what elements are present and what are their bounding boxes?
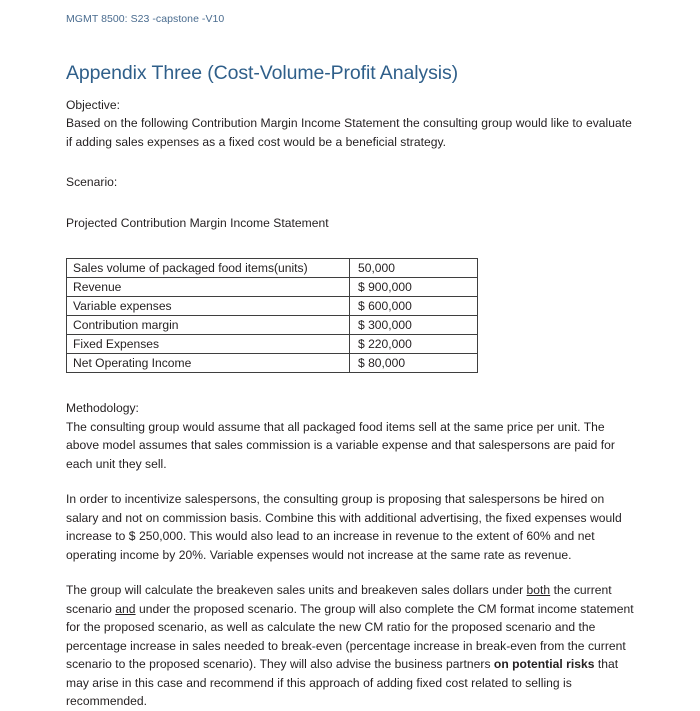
methodology-text: The consulting group would assume that all packaged food items sell at the same price per unit. The above model assumes that sales commission is a variable expense and that salespersons are paid for each unit they sell. (66, 419, 615, 471)
spacer (66, 373, 638, 399)
tasks-text-part-2: the current scenario (66, 583, 612, 616)
spacer (66, 151, 638, 173)
table-row (67, 316, 478, 335)
tasks-text-part-1: The group will calculate the breakeven sales units and breakeven sales dollars under (66, 583, 527, 598)
table-row (67, 297, 478, 316)
page-title: Appendix Three (Cost-Volume-Profit Analysis) (66, 61, 459, 84)
objective-label: Objective: (66, 97, 121, 112)
methodology-label: Methodology: (66, 401, 139, 416)
tasks-text-part-3: under the proposed scenario. The group will also complete the CM format income statement for the proposed scenario, as well as calculate the new CM ratio for the proposed scenario and the percentage increase in sales needed to break-even (percentage increase in break-even from the current scenario to the proposed scenario). They will also advise the business partners (66, 601, 634, 672)
table-cell-label: Variable expenses (67, 297, 350, 316)
table-cell-value: $ 80,000 (350, 354, 478, 373)
tasks-text-part-4: that may arise in this case and recommend if this approach of adding fixed cost related to selling is recommended. (66, 657, 619, 709)
tasks-underline-both: both (526, 583, 551, 598)
spacer (66, 564, 638, 581)
tasks-bold-on-potential-risks: on potential risks (493, 657, 595, 672)
document-header-line: MGMT 8500: S23 -capstone -V10 (66, 13, 225, 25)
scenario-label: Scenario: (66, 175, 118, 190)
table-row (67, 259, 478, 278)
spacer (66, 473, 638, 490)
table-cell-value: $ 300,000 (350, 316, 478, 335)
table-row (67, 354, 478, 373)
table-cell-value: 50,000 (350, 259, 478, 278)
proposal-paragraph: In order to incentivize salespersons, the consulting group is proposing that salespersons be hired on salary and not on commission basis. Combine this with additional advertising, the fixed expenses would increase to $ 250,000. This would also lead to an increase in revenue to the extent of 60% and net operating income by 20%. Variable expenses would not increase at the same rate as revenue. (66, 492, 622, 562)
statement-caption: Projected Contribution Margin Income Statement (66, 215, 329, 230)
table-cell-value: $ 220,000 (350, 335, 478, 354)
table-cell-value: $ 900,000 (350, 278, 478, 297)
table-cell-value: $ 600,000 (350, 297, 478, 316)
document-content (66, 0, 638, 711)
table-cell-label: Sales volume of packaged food items(units) (67, 259, 350, 278)
objective-text: Based on the following Contribution Margin Income Statement the consulting group would like to evaluate if adding sales expenses as a fixed cost would be a beneficial strategy. (66, 116, 632, 149)
table-cell-label: Revenue (67, 278, 350, 297)
tasks-underline-and: and (115, 601, 136, 616)
spacer (66, 192, 638, 214)
table-row (67, 335, 478, 354)
table-row (67, 278, 478, 297)
spacer (66, 85, 638, 96)
spacer (66, 232, 638, 258)
table-cell-label: Net Operating Income (67, 354, 350, 373)
contribution-margin-income-statement-table (66, 258, 478, 373)
table-cell-label: Fixed Expenses (67, 335, 350, 354)
table-cell-label: Contribution margin (67, 316, 350, 335)
tasks-paragraph (66, 581, 638, 711)
